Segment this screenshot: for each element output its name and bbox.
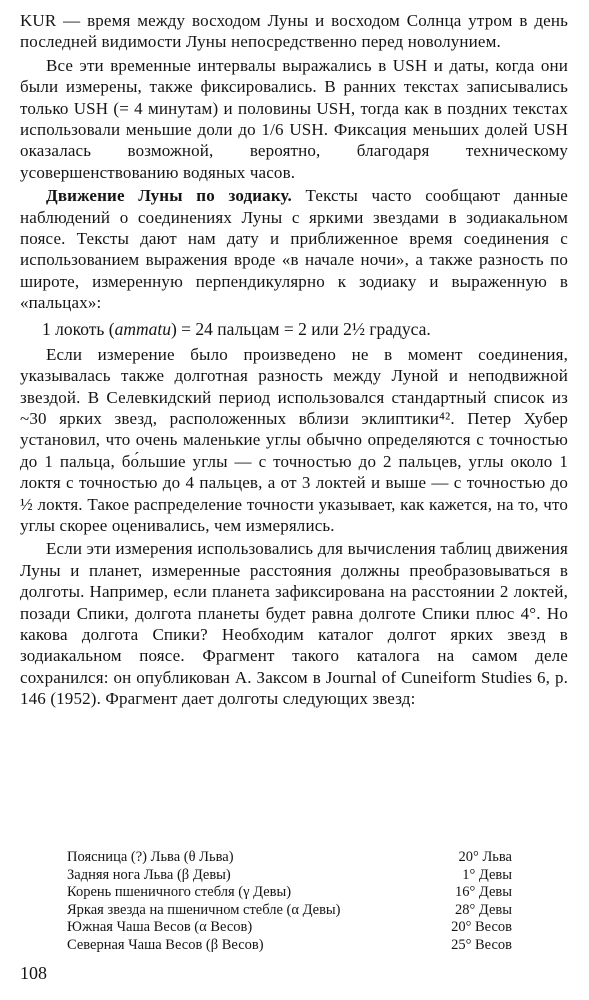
star-longitude-table: [67, 849, 512, 955]
paragraph-star-catalog-intro: [20, 538, 568, 709]
page-number: 108: [20, 963, 47, 983]
star-name: Задняя нога Льва (β Девы): [67, 866, 231, 883]
cubit-formula: [42, 318, 568, 340]
paragraph-moon-motion: [20, 185, 568, 313]
formula-prefix: 1 локоть (: [42, 318, 115, 339]
star-name: Южная Чаша Весов (α Весов): [67, 919, 253, 936]
table-row: [67, 867, 512, 885]
star-longitude: 16° Девы: [454, 884, 512, 901]
star-longitude: 25° Весов: [451, 936, 512, 953]
star-longitude: 20° Льва: [458, 849, 512, 865]
paragraph-text: KUR — время между восходом Луны и восходом Солнца утром в день последней видимости Луны непосредственно перед новолунием.: [20, 11, 568, 52]
paragraph-kur-definition: [20, 10, 568, 53]
star-longitude: 1° Девы: [462, 866, 512, 883]
book-page: [20, 10, 568, 710]
formula-term: ammatu: [114, 318, 171, 339]
table-row: [67, 919, 512, 937]
paragraph-measurement-precision: [20, 344, 568, 537]
table-row: [67, 902, 512, 920]
star-longitude: 28° Девы: [454, 901, 512, 918]
paragraph-time-intervals: [20, 55, 568, 183]
paragraph-text: Если эти измерения использовались для вычисления таблиц движения Луны и планет, измеренные расстояния должны преобразовываться в долготы. Например, если планета зафиксирована на расстоянии 2 локтей, позади Спики, долгота планеты будет равна долготе Спики плюс 4°. Но какова долгота Спики? Необходим каталог долгот ярких звезд в зодиакальном поясе. Фрагмент такого каталога на самом деле сохранился: он опубликован А. Заксом в Journal of Cuneiform Studies 6, p. 146 (1952). Фрагмент дает долготы следующих звезд:: [20, 539, 568, 709]
section-heading: Движение Луны по зодиаку.: [46, 186, 292, 206]
paragraph-text: Все эти временные интервалы выражались в USH и даты, когда они были измерены, также фиксировались. В ранних текстах записывались только USH (= 4 минутам) и половины USH, тогда как в поздних текстах использовали меньшие доли до 1/6 USH. Фиксация меньших долей USH оказалась возможной, вероятно, благодаря техническому усовершенствованию водяных часов.: [20, 55, 568, 182]
table-row: [67, 937, 512, 955]
star-name: Северная Чаша Весов (β Весов): [67, 936, 264, 953]
star-name: Яркая звезда на пшеничном стебле (α Девы): [67, 901, 341, 918]
star-name: Корень пшеничного стебля (γ Девы): [67, 884, 292, 901]
star-name: Поясница (?) Льва (θ Льва): [67, 849, 234, 865]
table-row: [67, 849, 512, 867]
table-row: [67, 884, 512, 902]
formula-suffix: ) = 24 пальцам = 2 или 2½ градуса.: [170, 318, 431, 339]
paragraph-text: Тексты часто сообщают данные наблюдений о соединениях Луны с яркими звездами в зодиакальном поясе. Тексты дают нам дату и приближенное время соединения с использованием выражения вроде «в начале ночи», а также разность по широте, измеренную перпендикулярно к зодиаку и выраженную в «пальцах»:: [20, 186, 568, 313]
paragraph-text: Если измерение было произведено не в момент соединения, указывалась также долготная разность между Луной и неподвижной звездой. В Селевкидский период использовался стандартный список из ~30 ярких звезд, расположенных вблизи эклиптики⁴². Петер Хубер установил, что очень маленькие углы обычно определяются с точностью до 1 пальца, бо́льшие углы — с точностью до 2 пальцев, углы около 1 локтя с точностью до 4 пальцев, а от 3 локтей и выше — с точностью до ½ локтя. Такое распределение точности указывает, как кажется, на то, что углы скорее оценивались, чем измерялись.: [20, 344, 568, 535]
star-longitude: 20° Весов: [451, 919, 512, 936]
